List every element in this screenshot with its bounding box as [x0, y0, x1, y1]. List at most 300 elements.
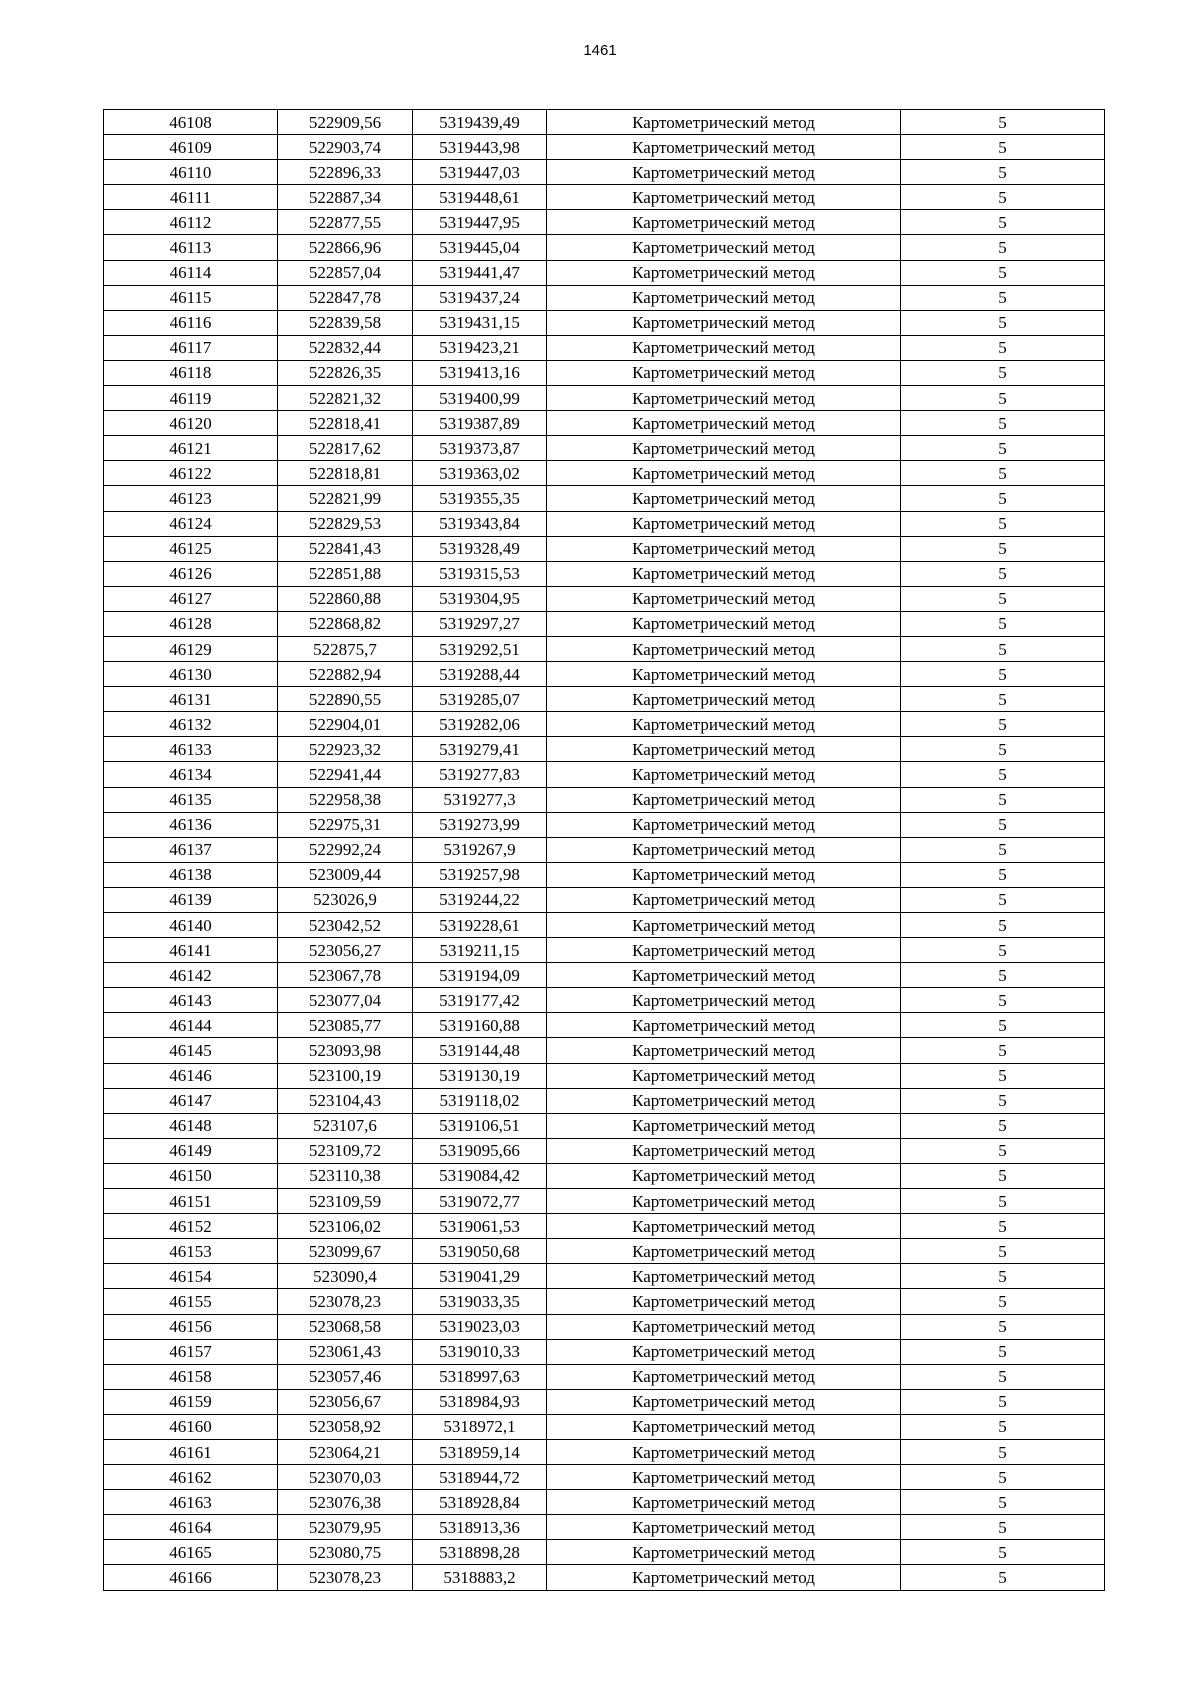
accuracy-cell: 5 [901, 1289, 1105, 1314]
x-coordinate-cell: 523109,59 [278, 1189, 413, 1214]
method-cell: Картометрический метод [547, 862, 901, 887]
method-cell: Картометрический метод [547, 1264, 901, 1289]
table-row [104, 1540, 1105, 1565]
table-row [104, 586, 1105, 611]
y-coordinate-cell: 5319211,15 [413, 938, 547, 963]
accuracy-cell: 5 [901, 411, 1105, 436]
x-coordinate-cell: 523109,72 [278, 1138, 413, 1163]
x-coordinate-cell: 522818,81 [278, 461, 413, 486]
y-coordinate-cell: 5319194,09 [413, 963, 547, 988]
method-cell: Картометрический метод [547, 1189, 901, 1214]
method-cell: Картометрический метод [547, 611, 901, 636]
point-number-cell: 46117 [104, 335, 278, 360]
table-row [104, 1214, 1105, 1239]
method-cell: Картометрический метод [547, 1038, 901, 1063]
method-cell: Картометрический метод [547, 210, 901, 235]
x-coordinate-cell: 523009,44 [278, 862, 413, 887]
y-coordinate-cell: 5319304,95 [413, 586, 547, 611]
y-coordinate-cell: 5319023,03 [413, 1314, 547, 1339]
method-cell: Картометрический метод [547, 235, 901, 260]
point-number-cell: 46120 [104, 411, 278, 436]
accuracy-cell: 5 [901, 1163, 1105, 1188]
table-row [104, 963, 1105, 988]
method-cell: Картометрический метод [547, 737, 901, 762]
point-number-cell: 46140 [104, 913, 278, 938]
method-cell: Картометрический метод [547, 185, 901, 210]
method-cell: Картометрический метод [547, 1214, 901, 1239]
x-coordinate-cell: 522841,43 [278, 536, 413, 561]
y-coordinate-cell: 5319072,77 [413, 1189, 547, 1214]
point-number-cell: 46133 [104, 737, 278, 762]
table-row [104, 1239, 1105, 1264]
x-coordinate-cell: 523064,21 [278, 1439, 413, 1464]
x-coordinate-cell: 522857,04 [278, 260, 413, 285]
y-coordinate-cell: 5319160,88 [413, 1013, 547, 1038]
point-number-cell: 46138 [104, 862, 278, 887]
y-coordinate-cell: 5319292,51 [413, 636, 547, 661]
table-row [104, 1289, 1105, 1314]
point-number-cell: 46155 [104, 1289, 278, 1314]
table-row [104, 1490, 1105, 1515]
accuracy-cell: 5 [901, 1038, 1105, 1063]
point-number-cell: 46143 [104, 988, 278, 1013]
table-row [104, 1113, 1105, 1138]
accuracy-cell: 5 [901, 185, 1105, 210]
point-number-cell: 46114 [104, 260, 278, 285]
table-row [104, 1339, 1105, 1364]
y-coordinate-cell: 5318883,2 [413, 1565, 547, 1590]
method-cell: Картометрический метод [547, 988, 901, 1013]
x-coordinate-cell: 523107,6 [278, 1113, 413, 1138]
y-coordinate-cell: 5319315,53 [413, 561, 547, 586]
method-cell: Картометрический метод [547, 1314, 901, 1339]
x-coordinate-cell: 523056,67 [278, 1389, 413, 1414]
method-cell: Картометрический метод [547, 1339, 901, 1364]
y-coordinate-cell: 5318928,84 [413, 1490, 547, 1515]
x-coordinate-cell: 523104,43 [278, 1088, 413, 1113]
point-number-cell: 46126 [104, 561, 278, 586]
accuracy-cell: 5 [901, 687, 1105, 712]
y-coordinate-cell: 5319387,89 [413, 411, 547, 436]
table-row [104, 662, 1105, 687]
x-coordinate-cell: 523067,78 [278, 963, 413, 988]
table-row [104, 862, 1105, 887]
accuracy-cell: 5 [901, 963, 1105, 988]
y-coordinate-cell: 5319257,98 [413, 862, 547, 887]
y-coordinate-cell: 5319144,48 [413, 1038, 547, 1063]
accuracy-cell: 5 [901, 285, 1105, 310]
x-coordinate-cell: 523026,9 [278, 887, 413, 912]
y-coordinate-cell: 5319448,61 [413, 185, 547, 210]
y-coordinate-cell: 5319267,9 [413, 837, 547, 862]
x-coordinate-cell: 522821,32 [278, 386, 413, 411]
method-cell: Картометрический метод [547, 1138, 901, 1163]
method-cell: Картометрический метод [547, 1439, 901, 1464]
table-row [104, 1314, 1105, 1339]
table-row [104, 310, 1105, 335]
accuracy-cell: 5 [901, 862, 1105, 887]
x-coordinate-cell: 523106,02 [278, 1214, 413, 1239]
y-coordinate-cell: 5318959,14 [413, 1439, 547, 1464]
x-coordinate-cell: 523056,27 [278, 938, 413, 963]
table-row [104, 335, 1105, 360]
x-coordinate-cell: 522829,53 [278, 511, 413, 536]
accuracy-cell: 5 [901, 837, 1105, 862]
method-cell: Картометрический метод [547, 1289, 901, 1314]
x-coordinate-cell: 523061,43 [278, 1339, 413, 1364]
table-row [104, 913, 1105, 938]
method-cell: Картометрический метод [547, 586, 901, 611]
accuracy-cell: 5 [901, 310, 1105, 335]
table-row [104, 1038, 1105, 1063]
method-cell: Картометрический метод [547, 963, 901, 988]
table-row [104, 285, 1105, 310]
table-row [104, 1465, 1105, 1490]
table-row [104, 611, 1105, 636]
method-cell: Картометрический метод [547, 411, 901, 436]
table-row [104, 988, 1105, 1013]
table-row [104, 1138, 1105, 1163]
x-coordinate-cell: 523079,95 [278, 1515, 413, 1540]
point-number-cell: 46157 [104, 1339, 278, 1364]
point-number-cell: 46127 [104, 586, 278, 611]
method-cell: Картометрический метод [547, 1088, 901, 1113]
accuracy-cell: 5 [901, 1063, 1105, 1088]
accuracy-cell: 5 [901, 1439, 1105, 1464]
table-row [104, 561, 1105, 586]
table-row [104, 235, 1105, 260]
x-coordinate-cell: 522875,7 [278, 636, 413, 661]
accuracy-cell: 5 [901, 1414, 1105, 1439]
point-number-cell: 46134 [104, 762, 278, 787]
point-number-cell: 46153 [104, 1239, 278, 1264]
accuracy-cell: 5 [901, 1013, 1105, 1038]
y-coordinate-cell: 5319373,87 [413, 436, 547, 461]
x-coordinate-cell: 522890,55 [278, 687, 413, 712]
point-number-cell: 46145 [104, 1038, 278, 1063]
y-coordinate-cell: 5319010,33 [413, 1339, 547, 1364]
point-number-cell: 46146 [104, 1063, 278, 1088]
table-row [104, 887, 1105, 912]
table-row [104, 1364, 1105, 1389]
table-row [104, 386, 1105, 411]
table-row [104, 812, 1105, 837]
y-coordinate-cell: 5319118,02 [413, 1088, 547, 1113]
table-row [104, 636, 1105, 661]
point-number-cell: 46125 [104, 536, 278, 561]
point-number-cell: 46123 [104, 486, 278, 511]
table-row [104, 1013, 1105, 1038]
table-row [104, 1264, 1105, 1289]
accuracy-cell: 5 [901, 611, 1105, 636]
y-coordinate-cell: 5319447,95 [413, 210, 547, 235]
accuracy-cell: 5 [901, 511, 1105, 536]
accuracy-cell: 5 [901, 260, 1105, 285]
y-coordinate-cell: 5319363,02 [413, 461, 547, 486]
point-number-cell: 46132 [104, 712, 278, 737]
table-row [104, 1389, 1105, 1414]
accuracy-cell: 5 [901, 812, 1105, 837]
point-number-cell: 46121 [104, 436, 278, 461]
accuracy-cell: 5 [901, 360, 1105, 385]
accuracy-cell: 5 [901, 586, 1105, 611]
accuracy-cell: 5 [901, 1214, 1105, 1239]
method-cell: Картометрический метод [547, 285, 901, 310]
accuracy-cell: 5 [901, 787, 1105, 812]
method-cell: Картометрический метод [547, 1063, 901, 1088]
accuracy-cell: 5 [901, 486, 1105, 511]
y-coordinate-cell: 5319423,21 [413, 335, 547, 360]
point-number-cell: 46124 [104, 511, 278, 536]
y-coordinate-cell: 5319061,53 [413, 1214, 547, 1239]
method-cell: Картометрический метод [547, 335, 901, 360]
x-coordinate-cell: 522958,38 [278, 787, 413, 812]
y-coordinate-cell: 5319106,51 [413, 1113, 547, 1138]
accuracy-cell: 5 [901, 1540, 1105, 1565]
table-row [104, 210, 1105, 235]
method-cell: Картометрический метод [547, 486, 901, 511]
method-cell: Картометрический метод [547, 310, 901, 335]
point-number-cell: 46113 [104, 235, 278, 260]
x-coordinate-cell: 522909,56 [278, 110, 413, 135]
y-coordinate-cell: 5319413,16 [413, 360, 547, 385]
x-coordinate-cell: 523110,38 [278, 1163, 413, 1188]
method-cell: Картометрический метод [547, 1565, 901, 1590]
x-coordinate-cell: 522941,44 [278, 762, 413, 787]
point-number-cell: 46147 [104, 1088, 278, 1113]
method-cell: Картометрический метод [547, 1540, 901, 1565]
accuracy-cell: 5 [901, 536, 1105, 561]
y-coordinate-cell: 5319355,35 [413, 486, 547, 511]
table-row [104, 260, 1105, 285]
accuracy-cell: 5 [901, 461, 1105, 486]
table-row [104, 1163, 1105, 1188]
accuracy-cell: 5 [901, 662, 1105, 687]
point-number-cell: 46139 [104, 887, 278, 912]
table-row [104, 461, 1105, 486]
point-number-cell: 46131 [104, 687, 278, 712]
point-number-cell: 46158 [104, 1364, 278, 1389]
table-row [104, 360, 1105, 385]
table-row [104, 1063, 1105, 1088]
x-coordinate-cell: 522860,88 [278, 586, 413, 611]
method-cell: Картометрический метод [547, 1113, 901, 1138]
point-number-cell: 46159 [104, 1389, 278, 1414]
x-coordinate-cell: 522818,41 [278, 411, 413, 436]
accuracy-cell: 5 [901, 1264, 1105, 1289]
point-number-cell: 46130 [104, 662, 278, 687]
table-row [104, 1189, 1105, 1214]
x-coordinate-cell: 523076,38 [278, 1490, 413, 1515]
point-number-cell: 46135 [104, 787, 278, 812]
method-cell: Картометрический метод [547, 662, 901, 687]
table-row [104, 411, 1105, 436]
table-row [104, 938, 1105, 963]
y-coordinate-cell: 5318898,28 [413, 1540, 547, 1565]
y-coordinate-cell: 5319431,15 [413, 310, 547, 335]
method-cell: Картометрический метод [547, 1515, 901, 1540]
x-coordinate-cell: 523057,46 [278, 1364, 413, 1389]
y-coordinate-cell: 5319033,35 [413, 1289, 547, 1314]
method-cell: Картометрический метод [547, 536, 901, 561]
accuracy-cell: 5 [901, 1189, 1105, 1214]
x-coordinate-cell: 523078,23 [278, 1289, 413, 1314]
x-coordinate-cell: 522868,82 [278, 611, 413, 636]
point-number-cell: 46152 [104, 1214, 278, 1239]
y-coordinate-cell: 5319439,49 [413, 110, 547, 135]
point-number-cell: 46164 [104, 1515, 278, 1540]
x-coordinate-cell: 522877,55 [278, 210, 413, 235]
point-number-cell: 46115 [104, 285, 278, 310]
method-cell: Картометрический метод [547, 712, 901, 737]
accuracy-cell: 5 [901, 110, 1105, 135]
point-number-cell: 46128 [104, 611, 278, 636]
coordinates-table [103, 109, 1105, 1591]
accuracy-cell: 5 [901, 1364, 1105, 1389]
method-cell: Картометрический метод [547, 360, 901, 385]
y-coordinate-cell: 5318972,1 [413, 1414, 547, 1439]
x-coordinate-cell: 523078,23 [278, 1565, 413, 1590]
method-cell: Картометрический метод [547, 687, 901, 712]
point-number-cell: 46108 [104, 110, 278, 135]
accuracy-cell: 5 [901, 210, 1105, 235]
x-coordinate-cell: 522821,99 [278, 486, 413, 511]
accuracy-cell: 5 [901, 1465, 1105, 1490]
x-coordinate-cell: 522847,78 [278, 285, 413, 310]
x-coordinate-cell: 522866,96 [278, 235, 413, 260]
y-coordinate-cell: 5319437,24 [413, 285, 547, 310]
point-number-cell: 46116 [104, 310, 278, 335]
method-cell: Картометрический метод [547, 636, 901, 661]
method-cell: Картометрический метод [547, 887, 901, 912]
method-cell: Картометрический метод [547, 1414, 901, 1439]
x-coordinate-cell: 523100,19 [278, 1063, 413, 1088]
x-coordinate-cell: 522817,62 [278, 436, 413, 461]
method-cell: Картометрический метод [547, 1490, 901, 1515]
point-number-cell: 46148 [104, 1113, 278, 1138]
point-number-cell: 46156 [104, 1314, 278, 1339]
method-cell: Картометрический метод [547, 1163, 901, 1188]
accuracy-cell: 5 [901, 386, 1105, 411]
accuracy-cell: 5 [901, 1113, 1105, 1138]
method-cell: Картометрический метод [547, 1465, 901, 1490]
x-coordinate-cell: 523042,52 [278, 913, 413, 938]
x-coordinate-cell: 523070,03 [278, 1465, 413, 1490]
method-cell: Картометрический метод [547, 1013, 901, 1038]
point-number-cell: 46162 [104, 1465, 278, 1490]
accuracy-cell: 5 [901, 737, 1105, 762]
method-cell: Картометрический метод [547, 461, 901, 486]
method-cell: Картометрический метод [547, 260, 901, 285]
point-number-cell: 46150 [104, 1163, 278, 1188]
table-row [104, 1565, 1105, 1590]
point-number-cell: 46161 [104, 1439, 278, 1464]
method-cell: Картометрический метод [547, 1364, 901, 1389]
x-coordinate-cell: 523085,77 [278, 1013, 413, 1038]
method-cell: Картометрический метод [547, 1239, 901, 1264]
accuracy-cell: 5 [901, 887, 1105, 912]
table-row [104, 110, 1105, 135]
x-coordinate-cell: 523080,75 [278, 1540, 413, 1565]
y-coordinate-cell: 5319445,04 [413, 235, 547, 260]
point-number-cell: 46160 [104, 1414, 278, 1439]
method-cell: Картометрический метод [547, 436, 901, 461]
accuracy-cell: 5 [901, 938, 1105, 963]
accuracy-cell: 5 [901, 1138, 1105, 1163]
x-coordinate-cell: 522832,44 [278, 335, 413, 360]
accuracy-cell: 5 [901, 160, 1105, 185]
accuracy-cell: 5 [901, 712, 1105, 737]
point-number-cell: 46109 [104, 135, 278, 160]
accuracy-cell: 5 [901, 135, 1105, 160]
table-row [104, 511, 1105, 536]
table-row [104, 536, 1105, 561]
x-coordinate-cell: 522896,33 [278, 160, 413, 185]
y-coordinate-cell: 5319177,42 [413, 988, 547, 1013]
accuracy-cell: 5 [901, 1565, 1105, 1590]
table-row [104, 837, 1105, 862]
accuracy-cell: 5 [901, 1314, 1105, 1339]
page-number: 1461 [583, 42, 617, 59]
y-coordinate-cell: 5319285,07 [413, 687, 547, 712]
accuracy-cell: 5 [901, 1490, 1105, 1515]
point-number-cell: 46141 [104, 938, 278, 963]
y-coordinate-cell: 5319084,42 [413, 1163, 547, 1188]
accuracy-cell: 5 [901, 636, 1105, 661]
y-coordinate-cell: 5319343,84 [413, 511, 547, 536]
y-coordinate-cell: 5319282,06 [413, 712, 547, 737]
accuracy-cell: 5 [901, 436, 1105, 461]
table-row [104, 1515, 1105, 1540]
table-row [104, 160, 1105, 185]
y-coordinate-cell: 5319095,66 [413, 1138, 547, 1163]
method-cell: Картометрический метод [547, 511, 901, 536]
method-cell: Картометрический метод [547, 135, 901, 160]
y-coordinate-cell: 5319244,22 [413, 887, 547, 912]
table-row [104, 687, 1105, 712]
point-number-cell: 46144 [104, 1013, 278, 1038]
accuracy-cell: 5 [901, 235, 1105, 260]
x-coordinate-cell: 522903,74 [278, 135, 413, 160]
point-number-cell: 46137 [104, 837, 278, 862]
y-coordinate-cell: 5319297,27 [413, 611, 547, 636]
x-coordinate-cell: 523090,4 [278, 1264, 413, 1289]
point-number-cell: 46163 [104, 1490, 278, 1515]
method-cell: Картометрический метод [547, 561, 901, 586]
table-row [104, 486, 1105, 511]
method-cell: Картометрический метод [547, 110, 901, 135]
x-coordinate-cell: 522887,34 [278, 185, 413, 210]
y-coordinate-cell: 5319277,3 [413, 787, 547, 812]
table-row [104, 1439, 1105, 1464]
x-coordinate-cell: 522992,24 [278, 837, 413, 862]
method-cell: Картометрический метод [547, 160, 901, 185]
y-coordinate-cell: 5319273,99 [413, 812, 547, 837]
point-number-cell: 46118 [104, 360, 278, 385]
y-coordinate-cell: 5319279,41 [413, 737, 547, 762]
y-coordinate-cell: 5319400,99 [413, 386, 547, 411]
point-number-cell: 46149 [104, 1138, 278, 1163]
x-coordinate-cell: 522851,88 [278, 561, 413, 586]
accuracy-cell: 5 [901, 988, 1105, 1013]
method-cell: Картометрический метод [547, 1389, 901, 1414]
y-coordinate-cell: 5319443,98 [413, 135, 547, 160]
y-coordinate-cell: 5319041,29 [413, 1264, 547, 1289]
method-cell: Картометрический метод [547, 938, 901, 963]
x-coordinate-cell: 522923,32 [278, 737, 413, 762]
table-body [104, 110, 1105, 1591]
x-coordinate-cell: 523068,58 [278, 1314, 413, 1339]
